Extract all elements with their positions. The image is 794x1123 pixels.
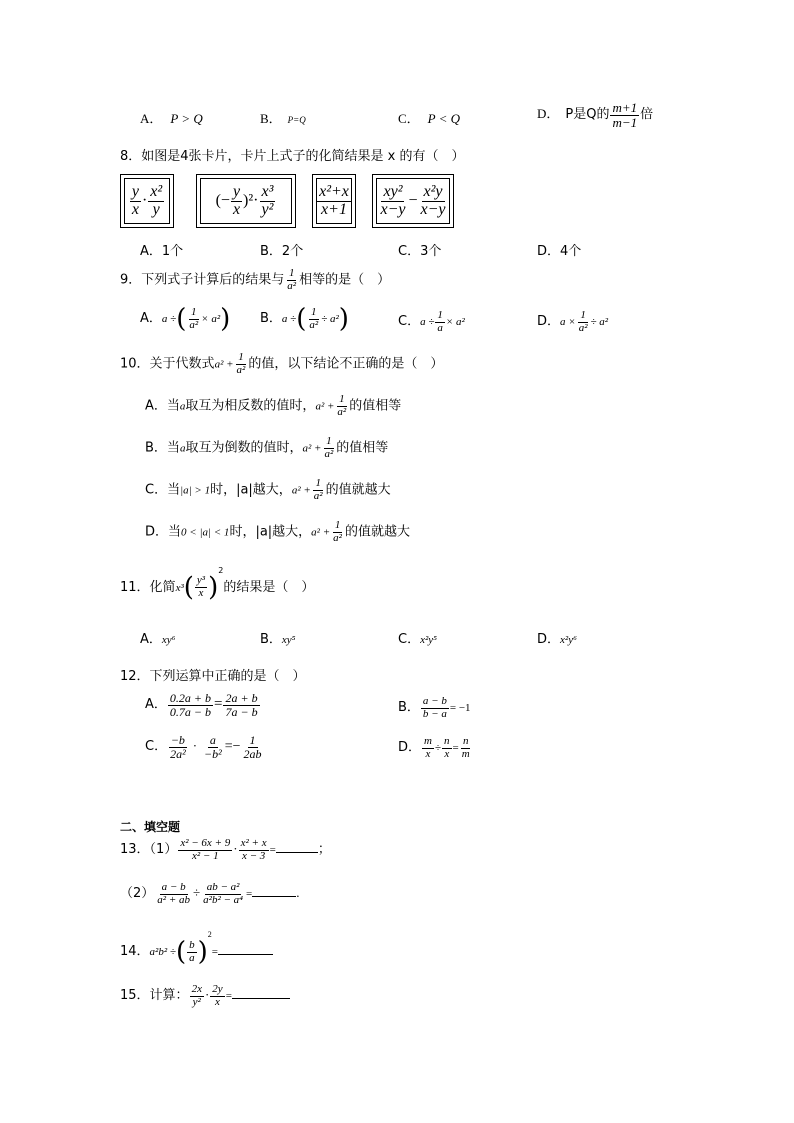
q8-option-d: D．4个: [537, 244, 582, 259]
q7-option-b: B． P=Q: [260, 111, 306, 126]
q7-option-d-fraction: $\frac{m+1}{m-1}$: [612, 100, 638, 130]
q13-part-2: （2） $\frac{a - b}{\text{a² + ab}}$ ÷ $\frac{\text{ab − a²}}{\text{a²b² − a⁴}}$ = .: [120, 881, 300, 906]
q12-option-a: A． $\frac{0.2a + b}{0.7a - b}$ = $\frac{2a + b}{7a - b}$: [145, 691, 258, 719]
q7-option-c-expr: P < Q: [427, 111, 461, 126]
q12-stem: 12．下列运算中正确的是（ ）: [120, 669, 306, 684]
q9-stem-fraction: $\frac{1}{\text{a²}}$: [287, 267, 297, 292]
q7-option-d: D． P是Q的 $\frac{m+1}{m-1}$ 倍: [537, 100, 654, 130]
q8-stem: 8．如图是4张卡片，卡片上式子的化简结果是 x 的有（ ）: [120, 149, 465, 164]
q9-option-c: C．a ÷ $\frac{1}{a}$ × a²: [398, 309, 465, 334]
section-title-fill-in: 二、填空题: [120, 820, 181, 834]
q9-stem: 9．下列式子计算后的结果与 $\frac{1}{\text{a²}}$ 相等的是（ ）: [120, 267, 391, 292]
q15-answer-blank[interactable]: [232, 998, 290, 999]
q14: 14．a²b² ÷( $\frac{b}{a}$ )$^2$=: [120, 930, 273, 965]
q11-option-b: B．xy⁵: [260, 632, 296, 647]
q7-option-a: A． P > Q: [140, 111, 203, 126]
q10-option-c: C．当|a| > 1时，|a|越大，a² + $\frac{1}{\text{a²}}$ 的值就越大: [145, 477, 391, 502]
q12-option-d: D． $\frac{m}{x}$ ÷ $\frac{n}{x}$ = $\frac{n}{m}$: [398, 735, 470, 760]
q9-option-d: D．a × $\frac{1}{\text{a²}}$ ÷ a²: [537, 309, 609, 334]
q13-part-1-answer-blank[interactable]: [276, 852, 318, 853]
q13-part-1: 13．（1） $\frac{\text{x² − 6x + 9}}{\text{x² − 1}}$ · $\frac{\text{x² + x}}{x - 3}$ = ；: [120, 837, 331, 862]
q10-option-d: D．当0 < |a| < 1时，|a|越大，a² + $\frac{1}{\text{a²}}$ 的值就越大: [145, 519, 410, 544]
q8-option-a: A．1个: [140, 244, 184, 259]
q14-answer-blank[interactable]: [218, 954, 273, 955]
q8-card-3: $\frac{\text{x²+x}}{x+1}$: [312, 174, 356, 228]
q12-option-b: B． $\frac{a - b}{b - a}$ = −1: [398, 695, 471, 720]
q13-part-2-answer-blank[interactable]: [252, 896, 296, 897]
q8-card-4: $\frac{\text{xy²}}{x-y}$ − $\frac{\text{x²y}}{x-y}$: [372, 174, 454, 228]
q9-option-a: A．a ÷( $\frac{1}{\text{a²}}$ × a²): [140, 304, 231, 334]
q9-option-b: B．a ÷( $\frac{1}{\text{a²}}$ ÷ a²): [260, 304, 349, 334]
q8-card-1: $\frac{y}{x}$ · $\frac{\text{x²}}{y}$: [120, 174, 174, 228]
q10-stem: 10．关于代数式a² + $\frac{1}{\text{a²}}$ 的值，以下结论不正确的是（ ）: [120, 351, 444, 376]
q11-option-a: A．xy⁶: [140, 632, 176, 647]
q7-option-a-expr: P > Q: [170, 111, 203, 126]
q7-option-b-expr: P=Q: [287, 115, 306, 125]
q7-option-c: C． P < Q: [398, 111, 461, 126]
q10-option-a: A．当a取互为相反数的值时，a² + $\frac{1}{\text{a²}}$ 的值相等: [145, 393, 402, 418]
q10-option-b: B．当a取互为倒数的值时，a² + $\frac{1}{\text{a²}}$ 的值相等: [145, 435, 389, 460]
q11-option-d: D．x²y⁶: [537, 632, 577, 647]
q8-option-c: C．3个: [398, 244, 442, 259]
q12-option-c: C． $\frac{-b}{\text{2a²}}$ · $\frac{a}{\text{−b²}}$ =− $\frac{1}{2ab}$: [145, 733, 262, 761]
q8-option-b: B．2个: [260, 244, 304, 259]
q11-option-c: C．x²y⁵: [398, 632, 437, 647]
q15: 15．计算： $\frac{2x}{\text{y²}}$ · $\frac{2y}{x}$ =: [120, 984, 290, 1008]
q11-stem: 11．化简x³( $\frac{\text{y³}}{x}$ )$^2$的结果是（ ）: [120, 566, 315, 603]
q8-card-2: (− $\frac{y}{x}$ )²· $\frac{\text{x³}}{\text{y²}}$: [196, 174, 296, 228]
